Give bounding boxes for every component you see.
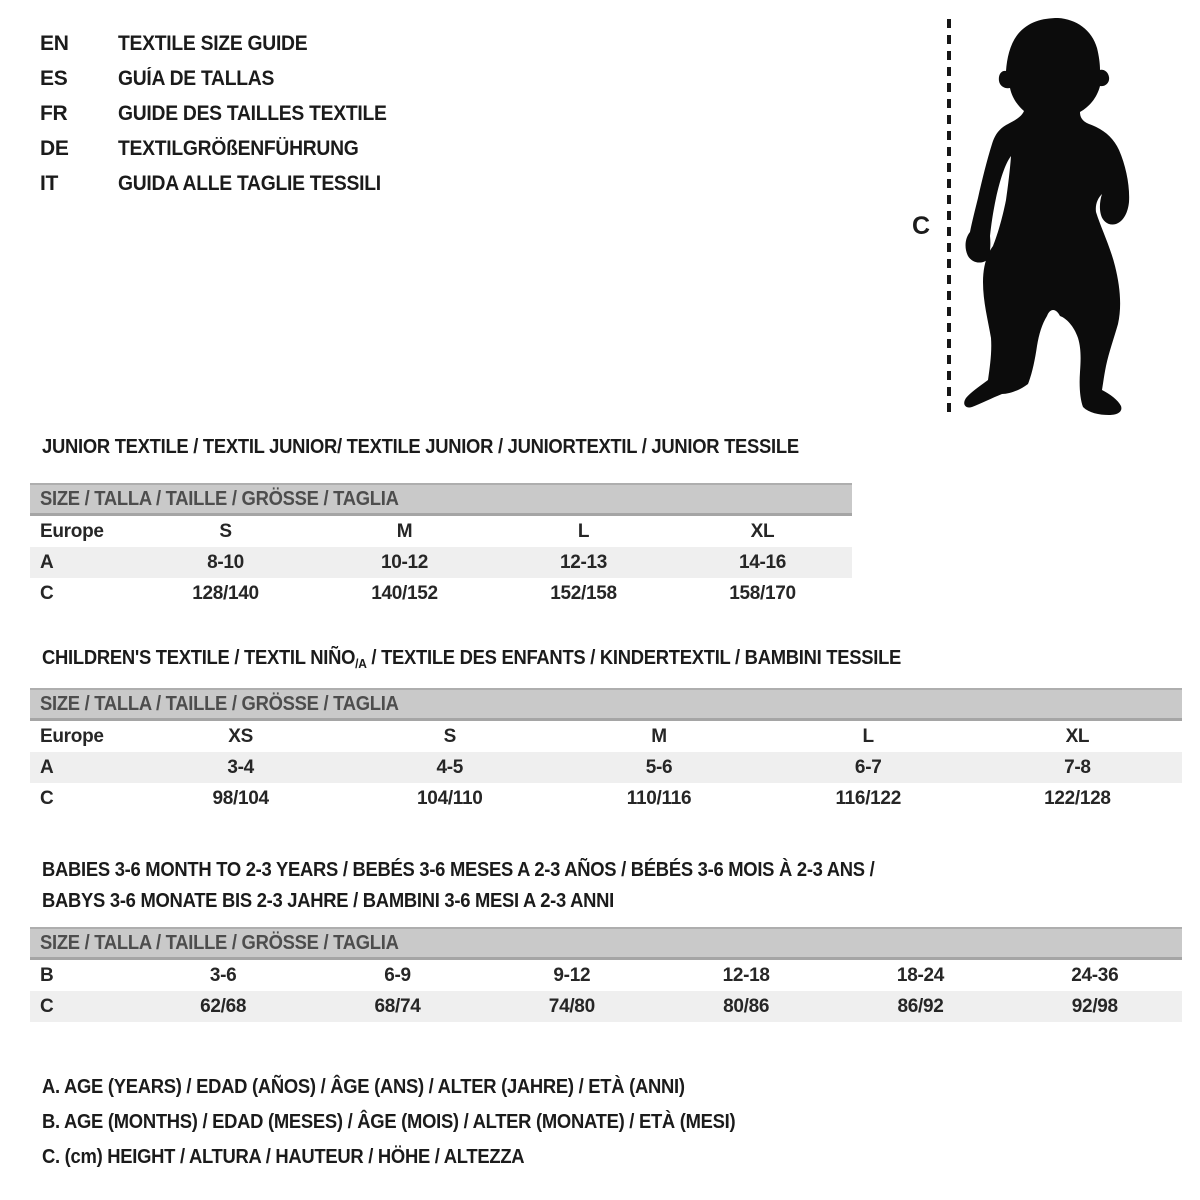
- row-label: B: [40, 964, 54, 986]
- cell-value: 14-16: [738, 551, 787, 573]
- cell-value: 12-18: [722, 964, 770, 986]
- lang-title: GUIDE DES TAILLES TEXTILE: [118, 101, 387, 125]
- lang-row-fr: [40, 96, 410, 131]
- cell-value: 4-5: [436, 756, 464, 778]
- cell-value: 6-7: [854, 756, 882, 778]
- cell-value: 10-12: [380, 551, 429, 573]
- cell-value: S: [443, 725, 456, 747]
- cell-value: XS: [228, 725, 253, 747]
- table-row: [30, 516, 852, 547]
- cell-value: 12-13: [559, 551, 608, 573]
- cell-value: 122/128: [1044, 787, 1111, 809]
- legend-text: B. AGE (MONTHS) / EDAD (MESES) / ÂGE (MOIS) / ALTER (MONATE) / ETÀ (MESI): [42, 1111, 736, 1133]
- cell-value: 9-12: [553, 964, 591, 986]
- cell-value: 5-6: [645, 756, 673, 778]
- cell-value: M: [651, 725, 667, 747]
- row-label: A: [40, 756, 54, 778]
- table-row: [30, 752, 1182, 783]
- table-row: [30, 578, 852, 609]
- lang-row-en: [40, 26, 410, 61]
- cell-value: XL: [1065, 725, 1090, 747]
- lang-row-it: [40, 166, 410, 201]
- row-label: C: [40, 787, 54, 809]
- table-row: [30, 783, 1182, 814]
- cell-value: 110/116: [626, 787, 692, 809]
- babies-size-table: [30, 927, 1182, 1022]
- section-title-junior: [42, 432, 865, 463]
- cell-value: 128/140: [192, 582, 259, 604]
- cell-value: 18-24: [896, 964, 945, 986]
- row-label: Europe: [40, 725, 104, 747]
- lang-row-de: [40, 131, 410, 166]
- cell-value: 98/104: [212, 787, 269, 809]
- cell-value: 104/110: [417, 787, 483, 809]
- size-header-bar: [30, 688, 1182, 721]
- section-title-babies: [42, 855, 947, 917]
- lang-row-es: [40, 61, 410, 96]
- size-header-text: SIZE / TALLA / TAILLE / GRÖSSE / TAGLIA: [40, 692, 399, 715]
- height-measure-dashed-line: [947, 19, 951, 416]
- cell-value: 74/80: [548, 995, 595, 1017]
- lang-code: EN: [40, 31, 69, 55]
- cell-value: 3-6: [209, 964, 237, 986]
- title-post: / TEXTILE DES ENFANTS / KINDERTEXTIL / BAMBINI TESSILE: [366, 647, 902, 669]
- row-label: C: [40, 995, 54, 1017]
- size-header-bar: [30, 483, 852, 516]
- table-body: [30, 516, 852, 609]
- lang-title: GUIDA ALLE TAGLIE TESSILI: [118, 171, 381, 195]
- cell-value: L: [577, 520, 590, 542]
- row-label: C: [40, 582, 54, 604]
- cell-value: 152/158: [550, 582, 617, 604]
- toddler-silhouette: [962, 14, 1138, 418]
- title-subscript: /A: [355, 656, 367, 671]
- row-label: Europe: [40, 520, 104, 542]
- lang-code: ES: [40, 66, 68, 90]
- lang-code: DE: [40, 136, 69, 160]
- lang-title: GUÍA DE TALLAS: [118, 66, 275, 90]
- legend: [42, 1070, 796, 1175]
- cell-value: 8-10: [207, 551, 244, 573]
- section-title-text: [42, 643, 901, 675]
- language-header: [40, 26, 410, 201]
- table-body: [30, 721, 1182, 814]
- size-header-text: SIZE / TALLA / TAILLE / GRÖSSE / TAGLIA: [40, 931, 399, 954]
- legend-line-b: [42, 1105, 796, 1140]
- lang-code: FR: [40, 101, 68, 125]
- cell-value: L: [862, 725, 874, 747]
- table-body: [30, 960, 1182, 1022]
- cell-value: 7-8: [1064, 756, 1091, 778]
- legend-text: C. (cm) HEIGHT / ALTURA / HAUTEUR / HÖHE / ALTEZZA: [42, 1146, 525, 1168]
- lang-title: TEXTILGRÖßENFÜHRUNG: [118, 136, 359, 160]
- legend-text: A. AGE (YEARS) / EDAD (AÑOS) / ÂGE (ANS) / ALTER (JAHRE) / ETÀ (ANNI): [42, 1076, 685, 1098]
- size-header-text: SIZE / TALLA / TAILLE / GRÖSSE / TAGLIA: [40, 487, 399, 510]
- legend-line-c: [42, 1140, 796, 1175]
- children-size-table: [30, 688, 1182, 814]
- table-row: [30, 960, 1182, 991]
- title-pre: CHILDREN'S TEXTILE / TEXTIL NIÑO: [42, 647, 356, 669]
- row-label: A: [40, 551, 54, 573]
- cell-value: 68/74: [374, 995, 421, 1017]
- cell-value: 62/68: [200, 995, 247, 1017]
- cell-value: 80/86: [723, 995, 770, 1017]
- cell-value: M: [396, 520, 413, 542]
- section-title-line1: BABIES 3-6 MONTH TO 2-3 YEARS / BEBÉS 3-6 MESES A 2-3 AÑOS / BÉBÉS 3-6 MOIS À 2-3 ANS /: [42, 859, 875, 881]
- cell-value: 86/92: [897, 995, 944, 1017]
- section-title-line2: BABYS 3-6 MONATE BIS 2-3 JAHRE / BAMBINI 3-6 MESI A 2-3 ANNI: [42, 890, 614, 912]
- section-title-text: JUNIOR TEXTILE / TEXTIL JUNIOR/ TEXTILE JUNIOR / JUNIORTEXTIL / JUNIOR TESSILE: [42, 436, 799, 458]
- size-header-bar: [30, 927, 1182, 960]
- junior-size-table: [30, 483, 852, 609]
- cell-value: S: [219, 520, 232, 542]
- table-row: [30, 721, 1182, 752]
- table-row: [30, 991, 1182, 1022]
- lang-title: TEXTILE SIZE GUIDE: [118, 31, 308, 55]
- cell-value: 158/170: [729, 582, 796, 604]
- cell-value: 24-36: [1071, 964, 1119, 986]
- cell-value: 3-4: [227, 756, 254, 778]
- cell-value: 140/152: [371, 582, 438, 604]
- section-title-children: [42, 643, 976, 675]
- height-measure-label: C: [912, 212, 931, 240]
- legend-line-a: [42, 1070, 796, 1105]
- cell-value: 6-9: [384, 964, 411, 986]
- cell-value: 92/98: [1071, 995, 1118, 1017]
- table-row: [30, 547, 852, 578]
- cell-value: 116/122: [835, 787, 901, 809]
- cell-value: XL: [750, 520, 775, 542]
- lang-code: IT: [40, 171, 59, 195]
